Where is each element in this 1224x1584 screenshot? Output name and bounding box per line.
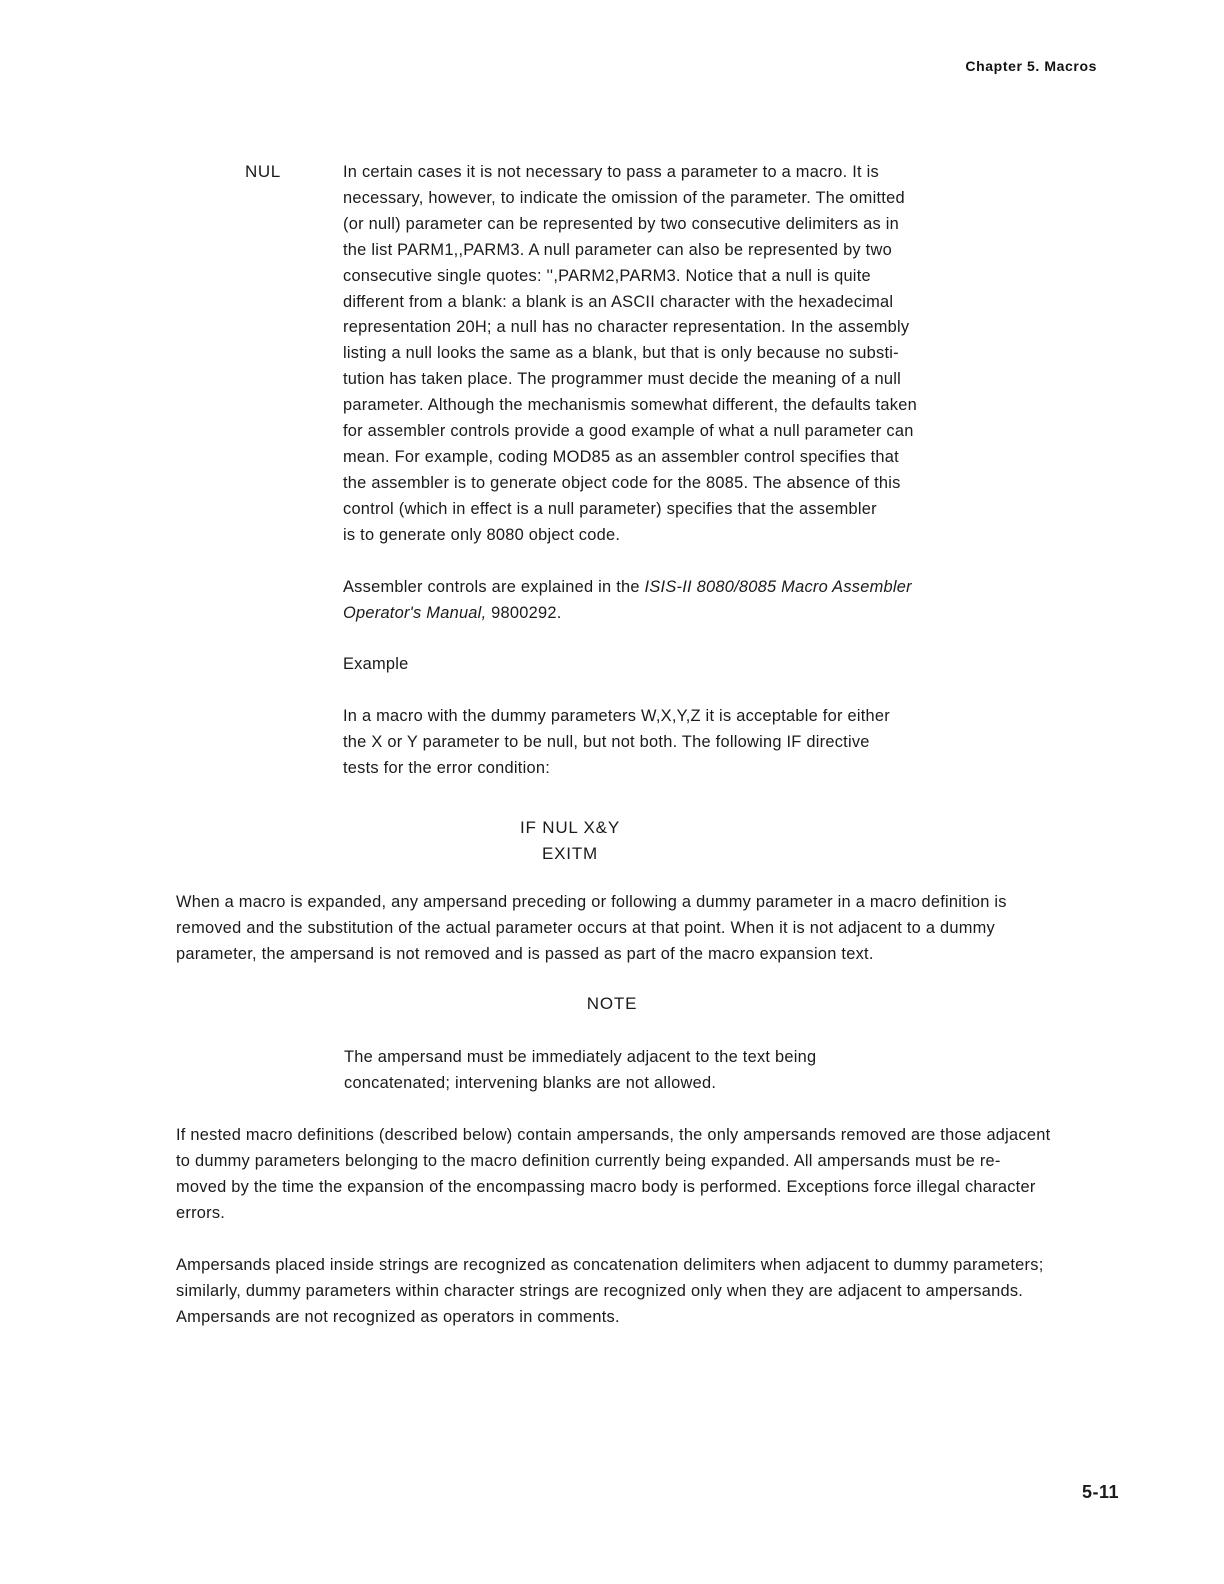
example-label — [343, 652, 1003, 678]
definition-paragraph — [343, 160, 1003, 549]
code-example — [480, 815, 660, 867]
text-line: errors. — [176, 1203, 226, 1222]
text-line: the X or Y parameter to be null, but not both. The following IF directive — [343, 733, 870, 752]
text-line: representation 20H; a null has no character representation. In the assembly — [343, 318, 910, 337]
example-heading: Example — [343, 655, 409, 674]
reference-title-cont: Operator's Manual, — [343, 603, 487, 622]
reference-title: ISIS-II 8080/8085 Macro Assembler — [644, 577, 912, 596]
code-line: EXITM — [542, 844, 598, 863]
text-line: When a macro is expanded, any ampersand preceding or following a dummy parameter in a macro definition is — [176, 893, 1007, 911]
text-line: to dummy parameters belonging to the macro definition currently being expanded. All ampersands must be re- — [176, 1151, 1001, 1170]
text-line: parameter. Although the mechanismis somewhat different, the defaults taken — [343, 396, 917, 415]
text-line: tests for the error condition: — [343, 759, 551, 778]
text-line — [343, 601, 1003, 627]
text-line: control (which in effect is a null parameter) specifies that the assembler — [343, 499, 877, 518]
text-line: Ampersands placed inside strings are recognized as concatenation delimiters when adjacent to dummy parameters; — [176, 1256, 1044, 1274]
text-line: The ampersand must be immediately adjacent to the text being — [344, 1048, 817, 1066]
text-line: similarly, dummy parameters within character strings are recognized only when they are adjacent to ampersands. — [176, 1281, 1024, 1300]
reference-paragraph — [343, 575, 1003, 627]
text-line: consecutive single quotes: '',PARM2,PARM3. Notice that a null is quite — [343, 266, 871, 285]
text-line: In a macro with the dummy parameters W,X,Y,Z it is acceptable for either — [343, 707, 890, 726]
text-line: moved by the time the expansion of the encompassing macro body is performed. Exceptions force illegal character — [176, 1177, 1036, 1196]
spacer — [343, 626, 1003, 652]
reference-number: 9800292. — [486, 603, 562, 622]
running-header: Chapter 5. Macros — [965, 58, 1097, 74]
spacer — [343, 549, 1003, 575]
text-line: In certain cases it is not necessary to pass a parameter to a macro. It is — [343, 163, 879, 181]
text-line: the list PARM1,,PARM3. A null parameter can also be represented by two — [343, 240, 892, 259]
text-line: Ampersands are not recognized as operators in comments. — [176, 1307, 620, 1326]
text-line: different from a blank: a blank is an ASCII character with the hexadecimal — [343, 292, 894, 311]
page-number: 5-11 — [1081, 1482, 1119, 1502]
strings-paragraph — [176, 1253, 1136, 1331]
text-line: for assembler controls provide a good example of what a null parameter can — [343, 422, 914, 441]
text-line: is to generate only 8080 object code. — [343, 525, 621, 544]
text-line: If nested macro definitions (described below) contain ampersands, the only ampersands removed are those adjacent — [176, 1126, 1051, 1144]
text-line: the assembler is to generate object code for the 8085. The absence of this — [343, 473, 901, 492]
definition-block — [343, 160, 1003, 782]
definition-term: NUL — [245, 162, 281, 181]
code-line: IF NUL X&Y — [520, 818, 620, 837]
note-body — [344, 1045, 964, 1097]
expansion-paragraph — [176, 890, 1136, 968]
text-line: concatenated; intervening blanks are not allowed. — [344, 1073, 717, 1092]
spacer — [343, 678, 1003, 704]
text-line: parameter, the ampersand is not removed and is passed as part of the macro expansion text. — [176, 944, 874, 963]
reference-prefix: Assembler controls are explained in the — [343, 577, 645, 596]
text-line: necessary, however, to indicate the omission of the parameter. The omitted — [343, 188, 905, 207]
example-paragraph — [343, 704, 1003, 782]
text-line: (or null) parameter can be represented by two consecutive delimiters as in — [343, 214, 900, 233]
text-line: tution has taken place. The programmer must decide the meaning of a null — [343, 370, 901, 389]
note-title: NOTE — [586, 994, 638, 1013]
text-line: mean. For example, coding MOD85 as an assembler control specifies that — [343, 447, 899, 466]
text-line: removed and the substitution of the actual parameter occurs at that point. When it is not adjacent to a dummy — [176, 918, 995, 937]
text-line — [343, 575, 1003, 601]
nested-paragraph — [176, 1123, 1136, 1227]
text-line: listing a null looks the same as a blank, but that is only because no substi- — [343, 344, 899, 363]
